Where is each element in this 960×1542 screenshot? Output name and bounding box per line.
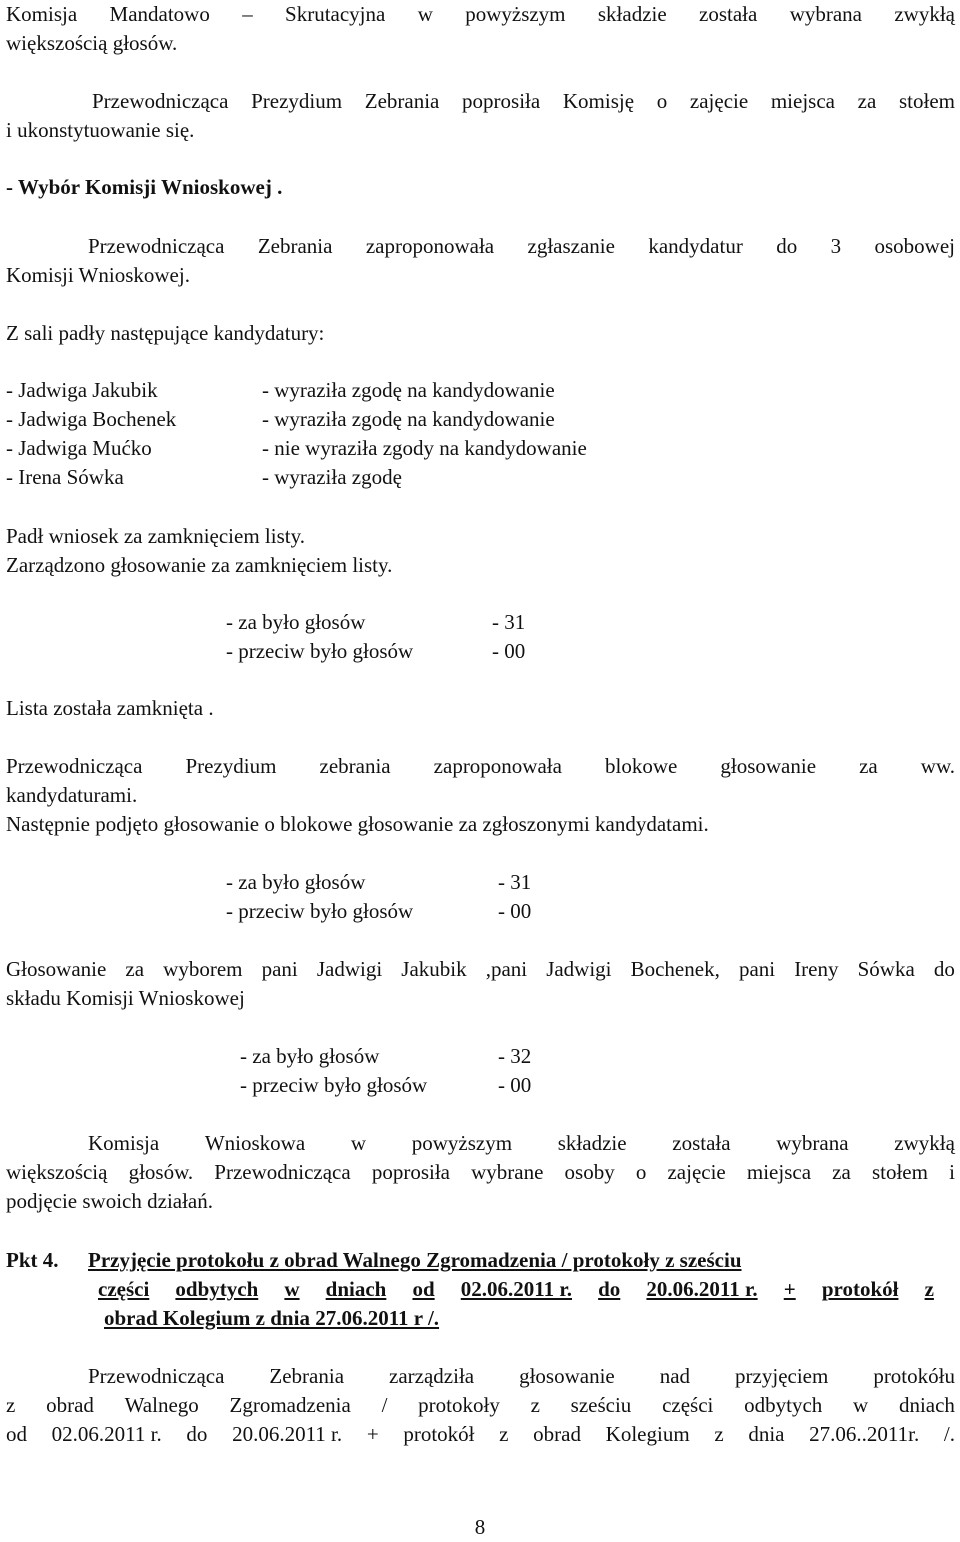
p6-line2 xyxy=(6,1158,955,1187)
word: zgłaszanie xyxy=(527,234,615,258)
word: Bochenek, xyxy=(630,957,720,981)
word: Prezydium xyxy=(185,754,277,778)
word: w xyxy=(417,2,433,26)
word: części xyxy=(98,1277,150,1301)
word: i xyxy=(949,1160,955,1184)
p1-line2: większością głosów. xyxy=(6,31,178,55)
word: składzie xyxy=(597,2,667,26)
word: wybrane xyxy=(471,1160,544,1184)
word: Komisja xyxy=(6,2,78,26)
word: zebrania xyxy=(319,754,391,778)
word: wybrana xyxy=(776,1131,849,1155)
word: osobowej xyxy=(874,234,955,258)
word: Kolegium xyxy=(605,1422,690,1446)
word: Wnioskowa xyxy=(204,1131,306,1155)
word: powyższym xyxy=(411,1131,513,1155)
word: Zebrania xyxy=(257,234,333,258)
word: z xyxy=(924,1277,934,1301)
word: dniach xyxy=(898,1393,955,1417)
candidate-name: - Jadwiga Mućko xyxy=(6,436,152,460)
word: nad xyxy=(659,1364,691,1388)
word: Przewodnicząca xyxy=(6,754,143,778)
word: z xyxy=(714,1422,724,1446)
p6-line3: podjęcie swoich działań. xyxy=(6,1189,214,1213)
word: pani xyxy=(738,957,776,981)
word: zarządziła xyxy=(389,1364,475,1388)
word: Walnego xyxy=(124,1393,199,1417)
word: Ireny xyxy=(794,957,839,981)
word: Jadwigi xyxy=(316,957,383,981)
candidate-consent: - wyraziła zgodę xyxy=(262,465,402,489)
vote-for-value: - 31 xyxy=(498,870,532,894)
word: z xyxy=(6,1393,16,1417)
word: wybrana xyxy=(789,2,862,26)
word: Jakubik xyxy=(401,957,467,981)
word: stołem xyxy=(871,1160,928,1184)
word: głosów. xyxy=(128,1160,194,1184)
candidate-consent: - wyraziła zgodę na kandydowanie xyxy=(262,407,555,431)
p3-line1 xyxy=(88,232,955,261)
p5-line1 xyxy=(6,955,955,984)
pkt4-title-line3: obrad Kolegium z dnia 27.06.2011 r /. xyxy=(104,1306,440,1330)
word: Przewodnicząca xyxy=(214,1160,351,1184)
word: poprosiła xyxy=(462,89,541,113)
word: protokółu xyxy=(873,1364,955,1388)
word: Sówka xyxy=(857,957,915,981)
vote-for-value: - 32 xyxy=(498,1044,532,1068)
word: zajęcie xyxy=(667,1160,726,1184)
word: stołem xyxy=(898,89,955,113)
word: została xyxy=(672,1131,731,1155)
p4-line2: kandydaturami. xyxy=(6,783,138,807)
word: odbytych xyxy=(744,1393,823,1417)
word: za xyxy=(125,957,145,981)
word: 20.06.2011 r. xyxy=(232,1422,343,1446)
word: od xyxy=(6,1422,27,1446)
word: ww. xyxy=(920,754,955,778)
word: Przewodnicząca xyxy=(88,1364,225,1388)
word: o xyxy=(656,89,668,113)
word: w xyxy=(284,1277,300,1301)
motion-close: Padł wniosek za zamknięciem listy. xyxy=(6,524,305,548)
candidate-consent: - wyraziła zgodę na kandydowanie xyxy=(262,378,555,402)
candidate-name: - Irena Sówka xyxy=(6,465,124,489)
word: dniach xyxy=(325,1277,387,1301)
vote-for-value: - 31 xyxy=(492,610,526,634)
vote-for-label: - za było głosów xyxy=(226,870,366,894)
vote-against-value: - 00 xyxy=(498,1073,532,1097)
word: miejsca xyxy=(770,89,835,113)
word: wyborem xyxy=(163,957,243,981)
word: Komisję xyxy=(562,89,635,113)
word: 02.06.2011 r. xyxy=(460,1277,572,1301)
word: odbytych xyxy=(175,1277,259,1301)
word: z xyxy=(499,1422,509,1446)
p2-line2: i ukonstytuowanie się. xyxy=(6,118,195,142)
word: Zebrania xyxy=(364,89,440,113)
word: 02.06.2011 r. xyxy=(51,1422,162,1446)
word: Głosowanie xyxy=(6,957,107,981)
word: Jadwigi xyxy=(546,957,612,981)
word: Przewodnicząca xyxy=(88,234,225,258)
list-closed: Lista została zamknięta . xyxy=(6,696,214,720)
p1-line1 xyxy=(6,0,955,29)
word: /. xyxy=(943,1422,955,1446)
vote-against-value: - 00 xyxy=(498,899,532,923)
p2-line1 xyxy=(92,87,955,116)
vote-against-label: - przeciw było głosów xyxy=(226,899,414,923)
word: została xyxy=(699,2,758,26)
word: / xyxy=(381,1393,388,1417)
vote-against-label: - przeciw było głosów xyxy=(240,1073,428,1097)
pkt4-label: Pkt 4. xyxy=(6,1248,59,1272)
p7-line3 xyxy=(6,1420,955,1449)
word: zwykłą xyxy=(894,2,955,26)
word: dnia xyxy=(748,1422,785,1446)
candidate-consent: - nie wyraziła zgody na kandydowanie xyxy=(262,436,587,460)
word: pani xyxy=(261,957,298,981)
vote-for-label: - za było głosów xyxy=(240,1044,380,1068)
word: sześciu xyxy=(570,1393,632,1417)
word: powyższym xyxy=(465,2,566,26)
word: + xyxy=(783,1277,796,1301)
vote-against-value: - 00 xyxy=(492,639,526,663)
p3-line2: Komisji Wnioskowej. xyxy=(6,263,190,287)
word: większością xyxy=(6,1160,108,1184)
p5-line2: składu Komisji Wnioskowej xyxy=(6,986,245,1010)
p4-line1 xyxy=(6,752,955,781)
p6-line1 xyxy=(88,1129,955,1158)
p7-line2 xyxy=(6,1391,955,1420)
block-vote-intro: Następnie podjęto głosowanie o blokowe głosowanie za zgłoszonymi kandydatami. xyxy=(6,812,709,836)
word: blokowe xyxy=(605,754,678,778)
vote-close-intro: Zarządzono głosowanie za zamknięciem listy. xyxy=(6,553,393,577)
word: do xyxy=(776,234,798,258)
word: za xyxy=(832,1160,851,1184)
word: Skrutacyjna xyxy=(285,2,386,26)
word: przyjęciem xyxy=(735,1364,829,1388)
word: do xyxy=(933,957,955,981)
candidates-intro: Z sali padły następujące kandydatury: xyxy=(6,321,325,345)
word: protokół xyxy=(821,1277,899,1301)
word: do xyxy=(598,1277,621,1301)
word: 20.06.2011 r. xyxy=(646,1277,758,1301)
word: Komisja xyxy=(88,1131,160,1155)
word: zajęcie xyxy=(689,89,749,113)
page-number: 8 xyxy=(474,1515,486,1539)
word: obrad xyxy=(533,1422,581,1446)
word: Zgromadzenia xyxy=(229,1393,351,1417)
word: osoby xyxy=(564,1160,615,1184)
p7-line1 xyxy=(88,1362,955,1391)
word: protokoły xyxy=(418,1393,500,1417)
word: 3 xyxy=(830,234,842,258)
word: o xyxy=(635,1160,647,1184)
vote-for-label: - za było głosów xyxy=(226,610,366,634)
word: – xyxy=(242,2,253,26)
candidate-name: - Jadwiga Bochenek xyxy=(6,407,177,431)
word: protokół xyxy=(403,1422,475,1446)
word: do xyxy=(186,1422,208,1446)
word: głosowanie xyxy=(720,754,817,778)
word: 27.06..2011r. xyxy=(809,1422,920,1446)
word: Zebrania xyxy=(269,1364,345,1388)
word: z xyxy=(530,1393,540,1417)
word: obrad xyxy=(46,1393,94,1417)
heading-wnioskowa: - Wybór Komisji Wnioskowej . xyxy=(6,175,283,199)
word: Prezydium xyxy=(251,89,343,113)
word: w xyxy=(853,1393,869,1417)
word: za xyxy=(859,754,878,778)
word: zwykłą xyxy=(894,1131,955,1155)
word: miejsca xyxy=(746,1160,812,1184)
word: głosowanie xyxy=(519,1364,615,1388)
word: zaproponowała xyxy=(365,234,495,258)
word: w xyxy=(350,1131,367,1155)
word: za xyxy=(857,89,877,113)
word: ,pani xyxy=(485,957,528,981)
word: Przewodnicząca xyxy=(92,89,229,113)
word: części xyxy=(662,1393,714,1417)
pkt4-title-line1: Przyjęcie protokołu z obrad Walnego Zgromadzenia / protokoły z sześciu xyxy=(88,1248,742,1272)
word: od xyxy=(412,1277,435,1301)
pkt4-title-line2 xyxy=(98,1275,934,1304)
word: zaproponowała xyxy=(433,754,562,778)
candidate-name: - Jadwiga Jakubik xyxy=(6,378,158,402)
word: kandydatur xyxy=(648,234,743,258)
vote-against-label: - przeciw było głosów xyxy=(226,639,414,663)
word: składzie xyxy=(557,1131,627,1155)
word: poprosiła xyxy=(371,1160,450,1184)
word: + xyxy=(366,1422,379,1446)
word: Mandatowo xyxy=(109,2,210,26)
